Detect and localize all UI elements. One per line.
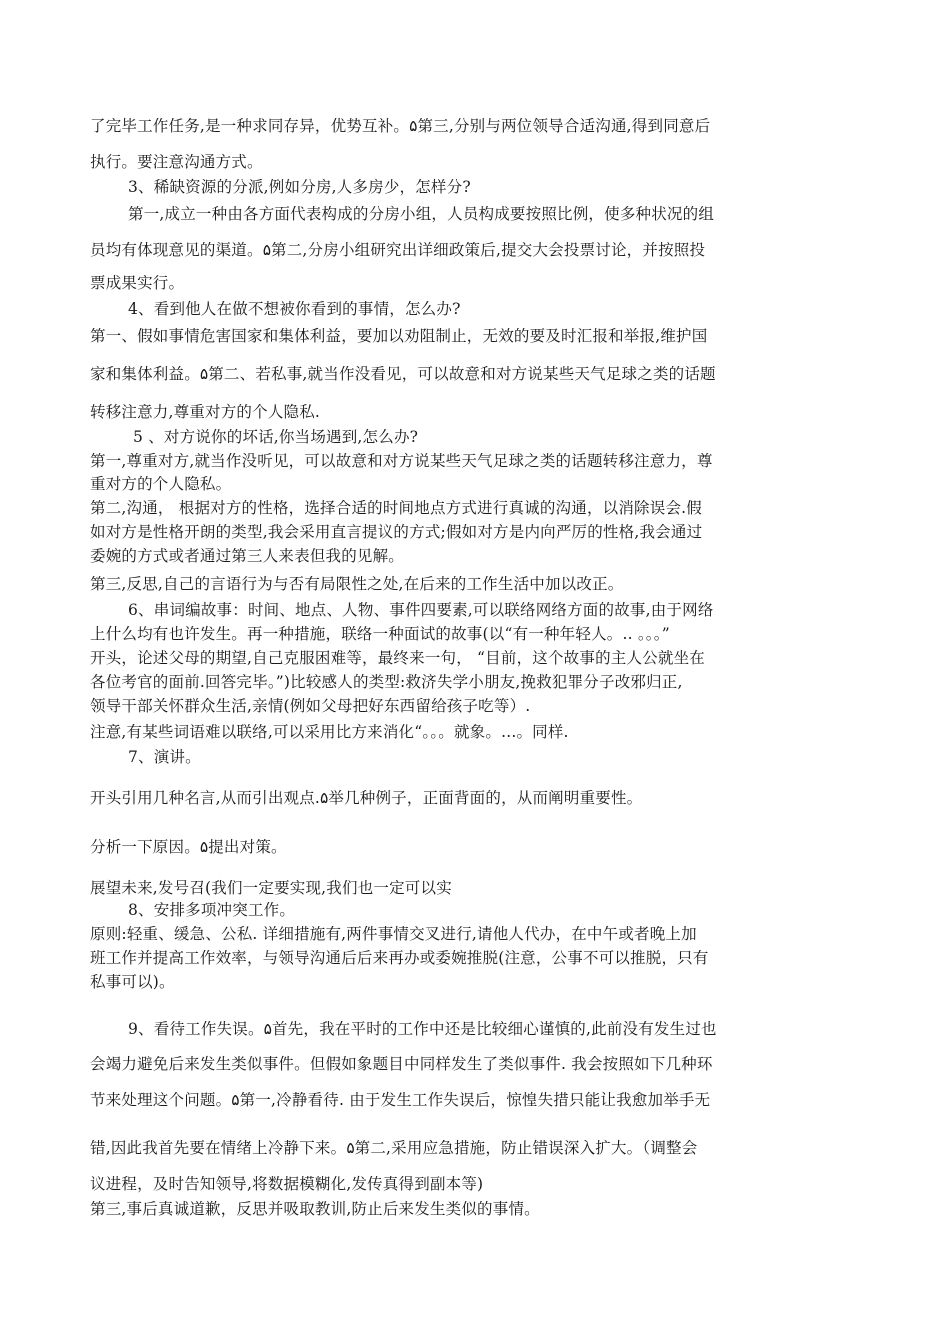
text-line: 各位考官的面前.回答完毕。”)比较感人的类型:救济失学小朋友,挽救犯罪分子改邪归正, bbox=[90, 673, 683, 691]
text-line: 第三,事后真诚道歉，反思并吸取教训,防止后来发生类似的事情。 bbox=[90, 1200, 540, 1218]
text-line: 第三,反思,自己的言语行为与否有局限性之处,在后来的工作生活中加以改正。 bbox=[90, 575, 624, 593]
text-line: 班工作并提高工作效率，与领导沟通后后来再办或委婉推脱(注意，公事不可以推脱，只有 bbox=[90, 949, 709, 967]
list-heading: 9、看待工作失误。۵首先，我在平时的工作中还是比较细心谨慎的,此前没有发生过也 bbox=[128, 1020, 717, 1038]
text-line: 票成果实行。 bbox=[90, 274, 185, 292]
text-line: 节来处理这个问题。۵第一,冷静看待. 由于发生工作失误后，惊惶失措只能让我愈加举手无 bbox=[90, 1091, 711, 1109]
text-line: 错,因此我首先要在情绪上冷静下来。۵第二,采用应急措施，防止错误深入扩大。（调整会 bbox=[90, 1139, 698, 1157]
list-heading: 5 、对方说你的坏话,你当场遇到,怎么办? bbox=[133, 428, 419, 446]
text-line: 开头，论述父母的期望,自己克服困难等，最终来一句， “目前，这个故事的主人公就坐在 bbox=[90, 649, 705, 667]
list-heading: 8、安排多项冲突工作。 bbox=[128, 901, 296, 919]
text-line: 领导干部关怀群众生活,亲情(例如父母把好东西留给孩子吃等）. bbox=[90, 697, 531, 715]
text-line: 开头引用几种名言,从而引出观点.۵举几种例子，正面背面的，从而阐明重要性。 bbox=[90, 789, 643, 807]
text-line: 第一、假如事情危害国家和集体利益，要加以劝阻制止，无效的要及时汇报和举报,维护国 bbox=[90, 327, 708, 345]
text-line: 如对方是性格开朗的类型,我会采用直言提议的方式;假如对方是内向严厉的性格,我会通过 bbox=[90, 523, 703, 541]
text-line: 转移注意力,尊重对方的个人隐私. bbox=[90, 403, 321, 421]
text-line: 执行。要注意沟通方式。 bbox=[90, 153, 263, 171]
document-page bbox=[90, 0, 860, 1344]
text-line: 议进程，及时告知领导,将数据模糊化,发传真得到副本等) bbox=[90, 1175, 484, 1193]
list-heading: 6、串词编故事：时间、地点、人物、事件四要素,可以联络网络方面的故事,由于网络 bbox=[128, 601, 714, 619]
text-line: 家和集体利益。۵第二、若私事,就当作没看见，可以故意和对方说某些天气足球之类的话题 bbox=[90, 365, 716, 383]
list-heading: 7、演讲。 bbox=[128, 748, 201, 766]
list-heading: 4、看到他人在做不想被你看到的事情，怎么办? bbox=[128, 300, 461, 318]
text-line: 员均有体现意见的渠道。۵第二,分房小组研究出详细政策后,提交大会投票讨论，并按照投 bbox=[90, 241, 706, 259]
text-line: 原则:轻重、缓急、公私. 详细措施有,两件事情交叉进行,请他人代办，在中午或者晚上加 bbox=[90, 925, 697, 943]
list-heading: 3、稀缺资源的分派,例如分房,人多房少，怎样分? bbox=[128, 178, 471, 196]
text-line: 重对方的个人隐私。 bbox=[90, 475, 232, 493]
text-line: 了完毕工作任务,是一种求同存异，优势互补。۵第三,分别与两位领导合适沟通,得到同意后 bbox=[90, 117, 711, 135]
text-line: 第二,沟通， 根据对方的性格，选择合适的时间地点方式进行真诚的沟通，以消除误会.假 bbox=[90, 499, 702, 517]
text-line: 私事可以)。 bbox=[90, 973, 175, 991]
text-line: 分析一下原因。۵提出对策。 bbox=[90, 838, 287, 856]
text-line: 注意,有某些词语难以联络,可以采用比方来消化“。。。就象。...。同样. bbox=[90, 723, 569, 741]
text-line: 第一,成立一种由各方面代表构成的分房小组，人员构成要按照比例，使多种状况的组 bbox=[128, 205, 715, 223]
text-line: 第一,尊重对方,就当作没听见，可以故意和对方说某些天气足球之类的话题转移注意力，尊 bbox=[90, 452, 713, 470]
text-line: 展望未来,发号召(我们一定要实现,我们也一定可以实 bbox=[90, 879, 452, 897]
text-line: 会竭力避免后来发生类似事件。但假如象题目中同样发生了类似事件. 我会按照如下几种环 bbox=[90, 1055, 713, 1073]
text-line: 上什么均有也许发生。再一种措施，联络一种面试的故事(以“有一种年轻人。.. 。。。” bbox=[90, 625, 670, 643]
text-line: 委婉的方式或者通过第三人来表但我的见解。 bbox=[90, 547, 405, 565]
